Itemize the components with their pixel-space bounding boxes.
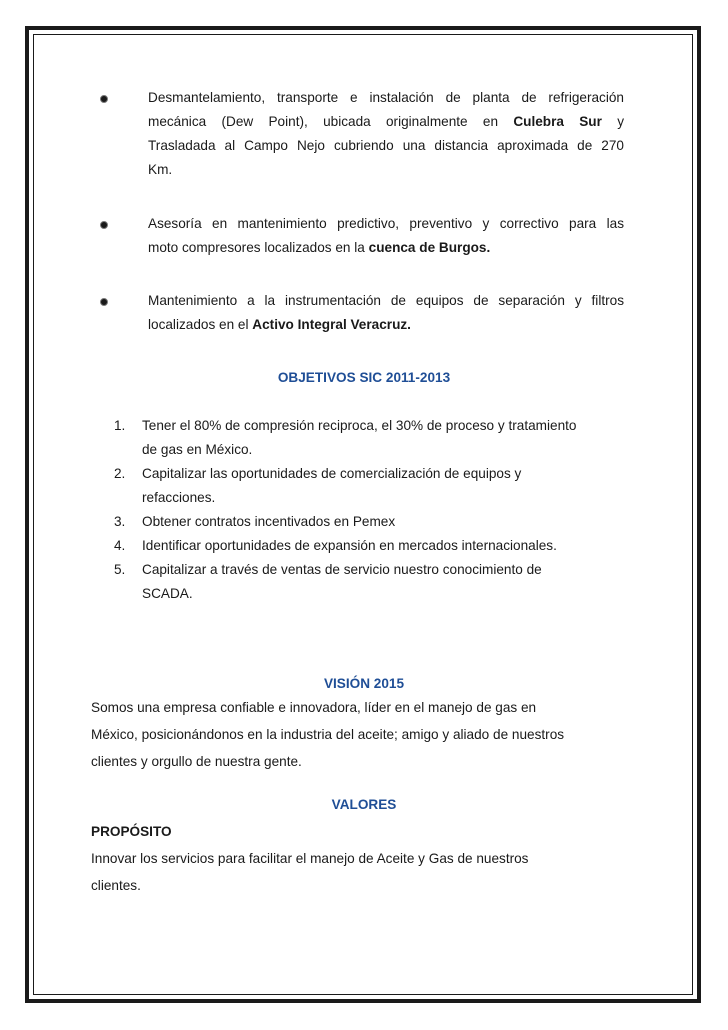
proposito-paragraph: Innovar los servicios para facilitar el manejo de Aceite y Gas de nuestros clientes. xyxy=(91,851,529,893)
list-item: 3. Obtener contratos incentivados en Pemex xyxy=(114,514,396,529)
objetivos-list xyxy=(114,414,634,606)
bullet-icon xyxy=(100,95,108,103)
bullet-item-veracruz xyxy=(124,289,624,337)
bullet-line: Desmantelamiento, transporte e instalación de planta de refrigeración xyxy=(148,90,624,105)
bullet-line: mecánica (Dew Point), ubicada originalmente en Culebra Sur y xyxy=(148,114,624,129)
list-item: 4. Identificar oportunidades de expansión en mercados internacionales. xyxy=(114,538,557,553)
bullet-line: moto compresores localizados en la cuenca de Burgos. xyxy=(148,240,491,255)
bold-location: cuenca de Burgos. xyxy=(368,240,491,255)
bullet-icon xyxy=(100,298,108,306)
bullet-line: Km. xyxy=(148,162,173,177)
bullet-item-burgos xyxy=(124,212,624,260)
list-item: 1. Tener el 80% de compresión reciproca, el 30% de proceso y tratamiento de gas en México. xyxy=(114,418,577,457)
proposito-heading: PROPÓSITO xyxy=(91,824,172,839)
bold-location: Activo Integral Veracruz. xyxy=(252,317,411,332)
bullet-item-dew-point xyxy=(124,86,624,182)
bullet-line: Trasladada al Campo Nejo cubriendo una distancia aproximada de 270 xyxy=(148,138,624,153)
bullet-line: Mantenimiento a la instrumentación de equipos de separación y filtros xyxy=(148,293,624,308)
bold-location: Culebra Sur xyxy=(513,114,602,129)
bullet-icon xyxy=(100,221,108,229)
list-item: 2. Capitalizar las oportunidades de comercialización de equipos y refacciones. xyxy=(114,466,522,505)
vision-paragraph: Somos una empresa confiable e innovadora, líder en el manejo de gas en México, posicionándonos en la industria del aceite; amigo y aliado de nuestros clientes y orgullo de nuestra gente. xyxy=(91,700,565,769)
vision-heading: VISIÓN 2015 xyxy=(323,676,405,691)
valores-heading: VALORES xyxy=(331,797,397,812)
list-item: 5. Capitalizar a través de ventas de servicio nuestro conocimiento de SCADA. xyxy=(114,562,542,601)
bullet-line: Asesoría en mantenimiento predictivo, preventivo y correctivo para las xyxy=(148,216,624,231)
objetivos-heading: OBJETIVOS SIC 2011-2013 xyxy=(277,370,451,385)
bullet-line: localizados en el Activo Integral Veracruz. xyxy=(148,317,411,332)
